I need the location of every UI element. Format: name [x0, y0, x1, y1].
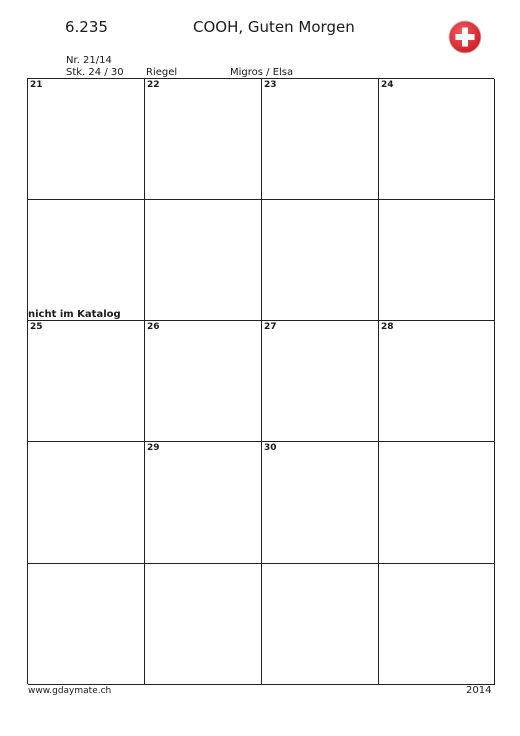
website-label: www.gdaymate.ch: [28, 686, 112, 696]
grid-cell: [379, 321, 495, 442]
grid-cell: [145, 321, 262, 442]
cell-number: 29: [147, 443, 160, 453]
number-line: Nr. 21/14: [66, 55, 112, 66]
cell-number: 22: [147, 80, 160, 90]
grid-cell: [28, 564, 145, 685]
swiss-flag-icon: [448, 20, 482, 54]
pieces-line: Stk. 24 / 30: [66, 67, 124, 78]
grid-cell: [379, 442, 495, 564]
cell-number: 21: [30, 80, 43, 90]
grid-cell: [262, 200, 379, 321]
grid-cell: [28, 79, 145, 200]
cell-number: 28: [381, 322, 394, 332]
grid-cell: [379, 200, 495, 321]
cell-number: 24: [381, 80, 394, 90]
grid-cell: [28, 442, 145, 564]
grid-cell: [379, 79, 495, 200]
cell-number: 23: [264, 80, 277, 90]
grid-cell: [28, 321, 145, 442]
grid-cell: [145, 564, 262, 685]
page-title: COOH, Guten Morgen: [193, 18, 355, 36]
catalog-number: 6.235: [65, 18, 108, 36]
source-label: Migros / Elsa: [230, 67, 294, 78]
grid-cell: [262, 79, 379, 200]
not-in-catalog-note: nicht im Katalog: [28, 309, 121, 320]
grid-cell: [145, 442, 262, 564]
grid-cell: [379, 564, 495, 685]
collection-grid: [27, 78, 494, 684]
grid-cell: [145, 79, 262, 200]
grid-cell: [262, 442, 379, 564]
grid-cell: [28, 200, 145, 321]
cell-number: 25: [30, 322, 43, 332]
cell-number: 27: [264, 322, 277, 332]
grid-cell: [262, 321, 379, 442]
year-label: 2014: [466, 685, 492, 696]
format-label: Riegel: [146, 67, 178, 78]
grid-cell: [145, 200, 262, 321]
cell-number: 26: [147, 322, 160, 332]
cell-number: 30: [264, 443, 277, 453]
grid-cell: [262, 564, 379, 685]
